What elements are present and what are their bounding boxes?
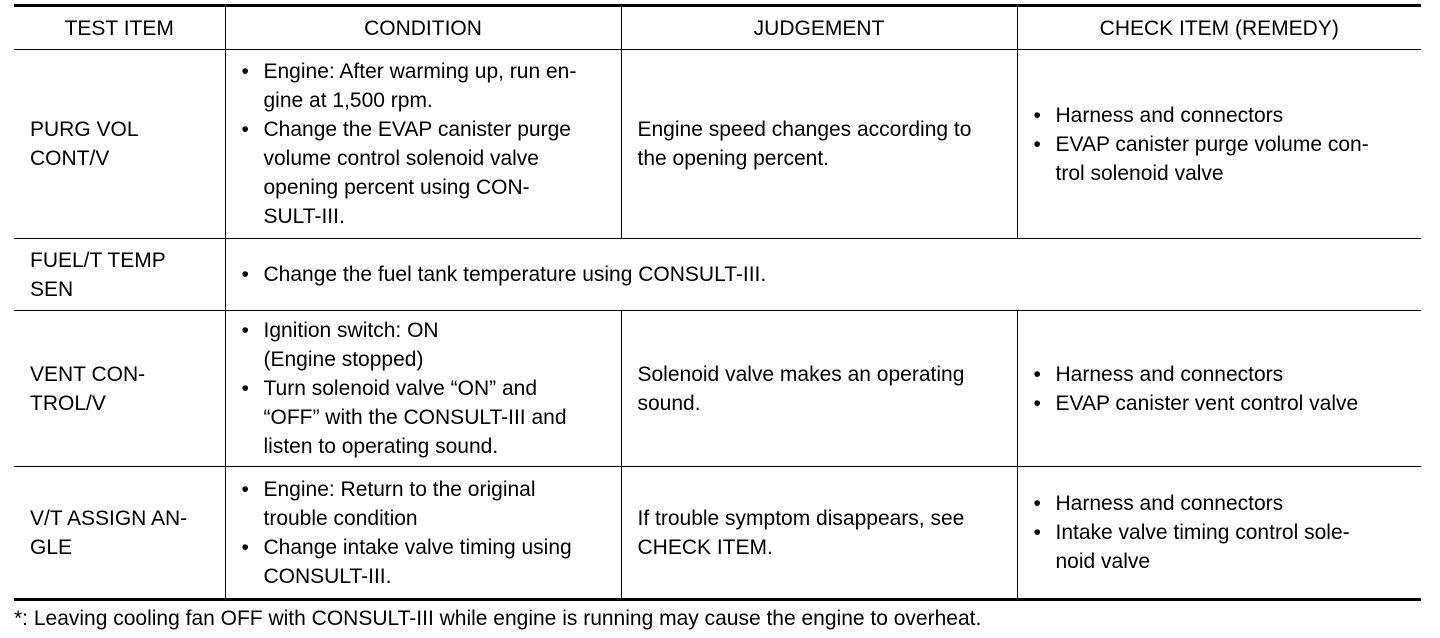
check-item-list: [1018, 101, 1422, 188]
condition-bullet: [242, 316, 611, 374]
header-check-item: CHECK ITEM (REMEDY): [1017, 6, 1421, 50]
condition-line: Engine: After warming up, run en-: [263, 60, 577, 83]
judgement-line: Solenoid valve makes an operating: [637, 362, 965, 386]
test-item-line: VENT CON-: [30, 362, 146, 386]
check-item-bullet: [1034, 389, 1412, 418]
test-item-cell: [14, 311, 225, 467]
test-item-line: SEN: [30, 277, 74, 301]
header-condition: CONDITION: [225, 6, 621, 50]
condition-line: opening percent using CON-: [263, 176, 530, 199]
condition-list: [226, 260, 1422, 289]
condition-bullet: [242, 533, 611, 591]
condition-line: Change the EVAP canister purge: [263, 118, 571, 141]
condition-line: Change intake valve timing using: [263, 535, 572, 559]
judgement-line: Engine speed changes according to: [637, 118, 972, 141]
table-row: [14, 467, 1421, 599]
check-item-bullet: [1034, 489, 1412, 518]
test-table-wrapper: [14, 4, 1421, 599]
condition-list: [226, 57, 621, 231]
judgement-cell: [621, 50, 1017, 239]
condition-span-cell: [225, 239, 1421, 311]
condition-line: Engine: Return to the original: [263, 477, 536, 501]
condition-list: [226, 475, 621, 591]
condition-bullet: [242, 57, 611, 115]
table-row: [14, 50, 1421, 239]
check-item-line: Harness and connectors: [1055, 103, 1284, 127]
check-item-bullet: [1034, 101, 1412, 130]
judgement-line: If trouble symptom disappears, see: [637, 506, 965, 530]
judgement-line: sound.: [637, 391, 701, 415]
condition-line: “OFF” with the CONSULT-III and: [263, 406, 567, 429]
condition-line: SULT-III.: [263, 205, 345, 228]
check-item-line: EVAP canister purge volume con-: [1055, 132, 1369, 156]
test-item-line: FUEL/T TEMP: [30, 248, 166, 272]
table-row: [14, 239, 1421, 311]
test-item-line: TROL/V: [30, 391, 106, 415]
condition-line: Ignition switch: ON: [263, 319, 439, 342]
check-item-line: noid valve: [1055, 550, 1151, 573]
condition-line: CONSULT-III.: [263, 564, 392, 588]
condition-line: Change the fuel tank temperature using CONSULT-III.: [263, 263, 767, 286]
judgement-cell: [621, 311, 1017, 467]
condition-cell: [225, 311, 621, 467]
check-item-line: Intake valve timing control sole-: [1055, 521, 1350, 544]
check-item-line: Harness and connectors: [1055, 492, 1284, 515]
check-item-line: Harness and connectors: [1055, 362, 1284, 386]
condition-line: listen to operating sound.: [263, 435, 499, 458]
test-item-line: PURG VOL: [30, 118, 139, 141]
footnote: *: Leaving cooling fan OFF with CONSULT-III while engine is running may cause the engine to overheat.: [14, 607, 982, 630]
condition-line: Turn solenoid valve “ON” and: [263, 377, 538, 400]
check-item-bullet: [1034, 130, 1412, 188]
judgement-cell: [621, 467, 1017, 599]
check-item-bullet: [1034, 518, 1412, 576]
test-item-cell: [14, 467, 225, 599]
condition-bullet: [242, 475, 611, 533]
judgement-line: CHECK ITEM.: [637, 535, 773, 559]
test-item-cell: [14, 239, 225, 311]
condition-cell: [225, 467, 621, 599]
check-item-line: trol solenoid valve: [1055, 161, 1224, 185]
check-item-list: [1018, 360, 1422, 418]
judgement-line: the opening percent.: [637, 147, 829, 170]
check-item-cell: [1017, 311, 1421, 467]
header-judgement: JUDGEMENT: [621, 6, 1017, 50]
check-item-line: EVAP canister vent control valve: [1055, 391, 1359, 415]
test-item-line: CONT/V: [30, 147, 110, 170]
condition-line: gine at 1,500 rpm.: [263, 89, 433, 112]
check-item-cell: [1017, 467, 1421, 599]
test-item-line: GLE: [30, 535, 73, 559]
test-item-cell: [14, 50, 225, 239]
condition-bullet: [242, 115, 611, 231]
test-item-line: V/T ASSIGN AN-: [30, 506, 188, 530]
check-item-list: [1018, 489, 1422, 576]
header-test-item: TEST ITEM: [14, 6, 225, 50]
header-row: [14, 6, 1421, 50]
table-bottom-rule: [14, 598, 1421, 601]
condition-line: volume control solenoid valve: [263, 147, 539, 170]
active-test-table: [14, 4, 1421, 599]
check-item-bullet: [1034, 360, 1412, 389]
condition-line: trouble condition: [263, 506, 418, 530]
condition-bullet: [242, 374, 611, 461]
table-row: [14, 311, 1421, 467]
condition-bullet: [242, 260, 1412, 289]
condition-line: (Engine stopped): [263, 348, 424, 371]
condition-cell: [225, 50, 621, 239]
condition-list: [226, 316, 621, 461]
check-item-cell: [1017, 50, 1421, 239]
